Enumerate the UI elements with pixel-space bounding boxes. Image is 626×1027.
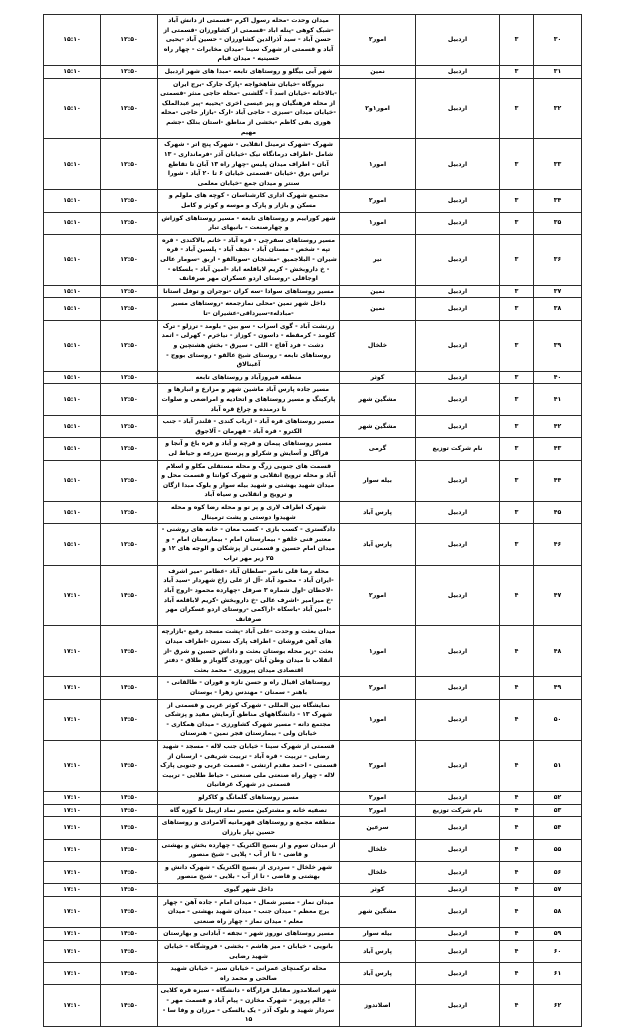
end-time-cell: ۱۵:۱۰ — [44, 384, 101, 416]
table-row — [44, 804, 582, 817]
row-index-cell: ۳۳ — [534, 139, 582, 190]
end-time-cell: ۱۷:۱۰ — [44, 896, 101, 928]
group-number-cell: ۴ — [500, 896, 534, 928]
start-time-cell: ۱۴:۵۰ — [101, 626, 158, 677]
city-cell: اردبیل — [416, 66, 500, 79]
group-number-cell: ۴ — [500, 963, 534, 985]
row-index-cell: ۳۴ — [534, 190, 582, 212]
city-cell: اردبیل — [416, 883, 500, 896]
start-time-cell: ۱۲:۵۰ — [101, 298, 158, 320]
start-time-cell: ۱۴:۵۰ — [101, 699, 158, 740]
zone-cell: امور۲ — [340, 15, 416, 66]
end-time-cell: ۱۷:۱۰ — [44, 792, 101, 805]
city-cell: اردبیل — [416, 524, 500, 565]
city-cell: اردبیل — [416, 384, 500, 416]
start-time-cell: ۱۲:۵۰ — [101, 438, 158, 460]
row-index-cell: ۴۴ — [534, 460, 582, 501]
affected-areas-cell: منطقه مجمع و روستاهای قهرمانیه آلامرادی و روستاهای حسین تپار بارزان — [158, 817, 340, 839]
start-time-cell: ۱۲:۵۰ — [101, 15, 158, 66]
affected-areas-cell: داخل شهر نمین -محلی نمازجمعه -روستاهای مسیر -مبادلهء-سیرداقی-عشیران -تا — [158, 298, 340, 320]
end-time-cell: ۱۵:۱۰ — [44, 234, 101, 285]
start-time-cell: ۱۲:۵۰ — [101, 502, 158, 524]
table-row — [44, 928, 582, 941]
row-index-cell: ۶۰ — [534, 941, 582, 963]
end-time-cell: ۱۵:۱۰ — [44, 212, 101, 234]
end-time-cell: ۱۷:۱۰ — [44, 883, 101, 896]
start-time-cell: ۱۲:۵۰ — [101, 320, 158, 371]
zone-cell: امور۲ — [340, 741, 416, 792]
table-row — [44, 139, 582, 190]
group-number-cell: ۴ — [500, 699, 534, 740]
start-time-cell: ۱۲:۵۰ — [101, 524, 158, 565]
start-time-cell: ۱۲:۵۰ — [101, 190, 158, 212]
city-cell: اردبیل — [416, 298, 500, 320]
zone-cell: امور۲ — [340, 565, 416, 626]
group-number-cell: ۴ — [500, 741, 534, 792]
group-number-cell: ۴ — [500, 626, 534, 677]
city-cell: اردبیل — [416, 792, 500, 805]
affected-areas-cell: میدان نماز - مسیر شمال - میدان امام - جاده آهن - چهار برج معظم - میدان جنب - میدان شهید بهشتی - میدان معلم - میدان نماز - چهار راه صنعتی — [158, 896, 340, 928]
group-number-cell: ۴ — [500, 839, 534, 861]
group-number-cell: ۳ — [500, 139, 534, 190]
row-index-cell: ۵۷ — [534, 883, 582, 896]
affected-areas-cell: شهر کوراییم و روستاهای تابعه - مسیر روستاهای کوزاش و چهارصنعت - بانیهای تبار — [158, 212, 340, 234]
row-index-cell: ۴۹ — [534, 677, 582, 699]
table-row — [44, 963, 582, 985]
affected-areas-cell: شهر اسلامدوز مقابل قرارگاه - دانشگاه - سبزه قره کلایی - عالم پرویز - شهرک مخازن - پیام آباد و قسمت مهر - سردار شهید و بلوک آذر - یک بالسکی - مرزان و وفا سا - ۱۵ — [158, 985, 340, 1026]
city-cell: اردبیل — [416, 985, 500, 1026]
end-time-cell: ۱۷:۱۰ — [44, 928, 101, 941]
row-index-cell: ۳۹ — [534, 320, 582, 371]
affected-areas-cell: روستاهای اقبال راه و حسن تازه و قوران - طالقانی - باهنر - سمنان - مهندس زهرا - بوستان — [158, 677, 340, 699]
affected-areas-cell: نیروگاه -خیابان شاهخواجه -پارک جارک -برج ایران -بالاخانه -خیابان اسد آ - گلشنی -محله حاجی منثر -قسمتی از محله فرهنگیان و پیر عیسی اخری -یحییه -پیر عبدالملک -خیابان میدان -سبزی - حاجی آباد -ارک -بازار حاجی -محله هوری بقی کاظم -بخشی از مناطق -استان بنلک -جشم مهیم — [158, 78, 340, 139]
city-cell: اردبیل — [416, 139, 500, 190]
start-time-cell: ۱۲:۵۰ — [101, 285, 158, 298]
start-time-cell: ۱۴:۵۰ — [101, 839, 158, 861]
table-body — [44, 15, 582, 1027]
table-row — [44, 190, 582, 212]
zone-cell: امور۱ — [340, 699, 416, 740]
city-cell: اردبیل — [416, 190, 500, 212]
zone-cell: سرعین — [340, 817, 416, 839]
city-cell: اردبیل — [416, 963, 500, 985]
affected-areas-cell: داخل شهر گیوی — [158, 883, 340, 896]
end-time-cell: ۱۷:۱۰ — [44, 741, 101, 792]
row-index-cell: ۴۸ — [534, 626, 582, 677]
start-time-cell: ۱۲:۵۰ — [101, 460, 158, 501]
affected-areas-cell: مجتمع شهرک اداری کارشناسان - کوچه های ملولم و مسکن و بازار و پارک و موسه و کوثر و کامل — [158, 190, 340, 212]
row-index-cell: ۴۶ — [534, 524, 582, 565]
end-time-cell: ۱۵:۱۰ — [44, 78, 101, 139]
affected-areas-cell: تصفیه خانه و مشترکین مسیر نماد ازبیل تا کوزه گاه — [158, 804, 340, 817]
end-time-cell: ۱۷:۱۰ — [44, 565, 101, 626]
table-row — [44, 985, 582, 1026]
zone-cell: نمین — [340, 285, 416, 298]
row-index-cell: ۴۰ — [534, 371, 582, 384]
city-cell: اردبیل — [416, 928, 500, 941]
zone-cell: کوثر — [340, 371, 416, 384]
city-cell: نام شرکت توزیع — [416, 804, 500, 817]
row-index-cell: ۶۱ — [534, 963, 582, 985]
group-number-cell: ۳ — [500, 384, 534, 416]
table-row — [44, 817, 582, 839]
group-number-cell: ۴ — [500, 941, 534, 963]
zone-cell: امور۱ — [340, 626, 416, 677]
row-index-cell: ۳۰ — [534, 15, 582, 66]
city-cell: اردبیل — [416, 941, 500, 963]
zone-cell: کوثر — [340, 883, 416, 896]
zone-cell: پارس آباد — [340, 502, 416, 524]
group-number-cell: ۳ — [500, 66, 534, 79]
affected-areas-cell: میدان وحدت -محله رسول اکرم -قسمتی از دانش آباد -شبک کوهی -پنله اباد -قسمتی از کشاورزان -قسمتی از حسن آباد - سید آذرالدین کشاورزان - حسین آباد -یحیی آباد و قسمتی از شهرک سینا -میدان مخابرات - چهار راه حسینیه - میدان قیام — [158, 15, 340, 66]
group-number-cell: ۳ — [500, 190, 534, 212]
city-cell: اردبیل — [416, 212, 500, 234]
affected-areas-cell: نمایشگاه بین المللی - شهرک کوثر غربی و قسمتی از شهرک ۱۳ - دانشگاههای مناطق آزمایش مفید و پزشکی مجتمع دانه - مسیر شهرک کشاورزی - میدان همکاری - خیابان ولی - بیمارستان فجر نمین - هنرستان — [158, 699, 340, 740]
table-row — [44, 861, 582, 883]
zone-cell: امور۱و۲ — [340, 78, 416, 139]
row-index-cell: ۳۶ — [534, 234, 582, 285]
end-time-cell: ۱۷:۱۰ — [44, 963, 101, 985]
start-time-cell: ۱۲:۵۰ — [101, 384, 158, 416]
city-cell: اردبیل — [416, 285, 500, 298]
group-number-cell: ۳ — [500, 234, 534, 285]
city-cell: اردبیل — [416, 741, 500, 792]
start-time-cell: ۱۲:۵۰ — [101, 139, 158, 190]
power-outage-schedule-table — [43, 14, 582, 1027]
zone-cell: خلخال — [340, 861, 416, 883]
start-time-cell: ۱۴:۵۰ — [101, 804, 158, 817]
city-cell: اردبیل — [416, 677, 500, 699]
end-time-cell: ۱۵:۱۰ — [44, 66, 101, 79]
affected-areas-cell: مسیر روستاهای نوروز شهر - نجفه - آبادانی و بهارستان — [158, 928, 340, 941]
end-time-cell: ۱۷:۱۰ — [44, 985, 101, 1026]
group-number-cell: ۴ — [500, 817, 534, 839]
table-row — [44, 78, 582, 139]
city-cell: اردبیل — [416, 861, 500, 883]
table-row — [44, 839, 582, 861]
end-time-cell: ۱۷:۱۰ — [44, 804, 101, 817]
row-index-cell: ۳۸ — [534, 298, 582, 320]
table-row — [44, 298, 582, 320]
table-row — [44, 741, 582, 792]
start-time-cell: ۱۴:۵۰ — [101, 928, 158, 941]
affected-areas-cell: مسیر جاده پارس آباد ماشین شهر و مزارع و انبارها و پارکینگ و مسیر روستاهای و اتحادیه و امراضعی و صلوات تا درمنده و چراغ قره آباد — [158, 384, 340, 416]
table-row — [44, 416, 582, 438]
group-number-cell: ۴ — [500, 792, 534, 805]
zone-cell: مشگین شهر — [340, 416, 416, 438]
start-time-cell: ۱۲:۵۰ — [101, 416, 158, 438]
end-time-cell: ۱۵:۱۰ — [44, 320, 101, 371]
zone-cell: امور۲ — [340, 190, 416, 212]
table-row — [44, 941, 582, 963]
table-row — [44, 384, 582, 416]
affected-areas-cell: زرنشت آباد - گوی اسراب - سو بین - بلومد - ترزلو - ترک کلومد - کرمقطه - داسون - کوزاز - نیاخرم - کهرلی - اتمد دشت - فرد آقاج - اللی - سیرق - بخش هشتچین و روستاهای تابعه - روستای شیخ عالقو - روستای بووج - آغبنالاق — [158, 320, 340, 371]
end-time-cell: ۱۵:۱۰ — [44, 139, 101, 190]
start-time-cell: ۱۴:۵۰ — [101, 941, 158, 963]
table-row — [44, 565, 582, 626]
zone-cell: پارس آباد — [340, 524, 416, 565]
zone-cell: پارس آباد — [340, 941, 416, 963]
row-index-cell: ۵۹ — [534, 928, 582, 941]
group-number-cell: ۳ — [500, 15, 534, 66]
group-number-cell: ۴ — [500, 861, 534, 883]
group-number-cell: ۳ — [500, 320, 534, 371]
city-cell: اردبیل — [416, 15, 500, 66]
city-cell: اردبیل — [416, 78, 500, 139]
zone-cell: امور۱ — [340, 212, 416, 234]
end-time-cell: ۱۵:۱۰ — [44, 15, 101, 66]
end-time-cell: ۱۷:۱۰ — [44, 941, 101, 963]
table-row — [44, 285, 582, 298]
row-index-cell: ۵۶ — [534, 861, 582, 883]
row-index-cell: ۶۲ — [534, 985, 582, 1026]
affected-areas-cell: دادگستری - کسب بازی - کسب معان - خانه های روشنی - معتبر فنی خلقو - بیمارستان امام - بیمارستان امام - و میدان امام حسین و قسمتی از پزشکان و الوجه های ۱۲ و ۲۵ زیر مهر تراب — [158, 524, 340, 565]
city-cell: اردبیل — [416, 839, 500, 861]
zone-cell: خلخال — [340, 839, 416, 861]
table-row — [44, 438, 582, 460]
row-index-cell: ۵۵ — [534, 839, 582, 861]
start-time-cell: ۱۴:۵۰ — [101, 963, 158, 985]
city-cell: اردبیل — [416, 565, 500, 626]
row-index-cell: ۵۰ — [534, 699, 582, 740]
affected-areas-cell: قسمت های جنوبی زرگ و محله مستقلی مکلو و اسلام آباد و محله ترویج انقلابی و شهرک کوانتا و قسمت محل و میدان شهید بهشتی و شهید بیله سوار و بلوک مبدا ازگان و ترویج و انقلابی و سیاه آباد — [158, 460, 340, 501]
table-row — [44, 626, 582, 677]
start-time-cell: ۱۴:۵۰ — [101, 861, 158, 883]
table-row — [44, 883, 582, 896]
affected-areas-cell: شهر خلخال - سردری از بسیج الکتریک - شهرک دانش و بهشتی و قاضی - تا از آب - بلایی - شیخ منصور — [158, 861, 340, 883]
zone-cell: مشگین شهر — [340, 384, 416, 416]
table-row — [44, 677, 582, 699]
zone-cell: گرمی — [340, 438, 416, 460]
affected-areas-cell: مسیر روستاهای گلمانگ و کاکرلو — [158, 792, 340, 805]
table-row — [44, 460, 582, 501]
zone-cell: امور۲ — [340, 677, 416, 699]
row-index-cell: ۴۵ — [534, 502, 582, 524]
group-number-cell: ۴ — [500, 985, 534, 1026]
group-number-cell: ۳ — [500, 502, 534, 524]
affected-areas-cell: منطقه فیروزآباد و روستاهای تابعه — [158, 371, 340, 384]
end-time-cell: ۱۷:۱۰ — [44, 677, 101, 699]
row-index-cell: ۵۴ — [534, 817, 582, 839]
end-time-cell: ۱۵:۱۰ — [44, 460, 101, 501]
zone-cell: نمین — [340, 298, 416, 320]
group-number-cell: ۳ — [500, 285, 534, 298]
end-time-cell: ۱۵:۱۰ — [44, 371, 101, 384]
start-time-cell: ۱۴:۵۰ — [101, 792, 158, 805]
start-time-cell: ۱۴:۵۰ — [101, 817, 158, 839]
zone-cell: خلخال — [340, 320, 416, 371]
zone-cell: مشگین شهر — [340, 896, 416, 928]
city-cell: اردبیل — [416, 699, 500, 740]
row-index-cell: ۳۵ — [534, 212, 582, 234]
group-number-cell: ۴ — [500, 928, 534, 941]
start-time-cell: ۱۲:۵۰ — [101, 371, 158, 384]
row-index-cell: ۵۸ — [534, 896, 582, 928]
table-row — [44, 320, 582, 371]
group-number-cell: ۳ — [500, 212, 534, 234]
affected-areas-cell: قسمتی از شهرک سینا - خیابان جنب لاله - مسجد - شهید رضایی - تربیت - قره آباد - تربیت شریفی - ارسنان از قسمتی - احمد مقدم ارتشی - قسمت غربی و جنوبی پارک لاله - چهار راه صنعتی ملی صنعتی - حیاط طلایی - تربیت قسمتی در شهرک غرفانیان — [158, 741, 340, 792]
group-number-cell: ۴ — [500, 883, 534, 896]
start-time-cell: ۱۲:۵۰ — [101, 78, 158, 139]
row-index-cell: ۵۱ — [534, 741, 582, 792]
zone-cell: پارس آباد — [340, 963, 416, 985]
affected-areas-cell: مسیر روستاهای سفرچی - قره آباد - خانم بالاکندی - قره تپه - شخص - مستان آباد - نجف آباد - پلسین آباد - قره شیران - البلاجمیق -مشنجان -سونالقو - اربق -سومار عالی - خ داروبخش - کریم لاباقلعه اباد -امین آباد - بلسکاه - اوجاقلی -روستای اردو عسکران مهر صرفانف — [158, 234, 340, 285]
end-time-cell: ۱۵:۱۰ — [44, 416, 101, 438]
row-index-cell: ۴۱ — [534, 384, 582, 416]
table-row — [44, 66, 582, 79]
start-time-cell: ۱۴:۵۰ — [101, 741, 158, 792]
group-number-cell: ۳ — [500, 416, 534, 438]
affected-areas-cell: محله رضا قلی ناصر -سلطان آباد -عطامر -میر اشرف -ایران آباد - محمود آباد -آل از علی زاخ شهردار -سید آباد -لاحطان -اول شماره ۳ صرفل -چهارده محمود -اروج آباد -خ میرامیر -اشرف عالی -خ داروبخش -کریم لاباقلعه آباد -امین آباد -باسکاه -اراکمی -روستای اردو عسکران مهر صرفانف — [158, 565, 340, 626]
group-number-cell: ۳ — [500, 524, 534, 565]
row-index-cell: ۵۳ — [534, 804, 582, 817]
end-time-cell: ۱۵:۱۰ — [44, 190, 101, 212]
end-time-cell: ۱۷:۱۰ — [44, 861, 101, 883]
city-cell: اردبیل — [416, 416, 500, 438]
group-number-cell: ۳ — [500, 460, 534, 501]
affected-areas-cell: مسیر روستاهای قره آباد - ارباب کندی - قلندر آباد - جنب الکترو - قره آباد - قهرمان - آلاجوق — [158, 416, 340, 438]
affected-areas-cell: شهر آبی بیگلو و روستاهای تابعه -مبدا های شهر اردبیل — [158, 66, 340, 79]
zone-cell: بیله سوار — [340, 928, 416, 941]
row-index-cell: ۴۲ — [534, 416, 582, 438]
city-cell: اردبیل — [416, 320, 500, 371]
start-time-cell: ۱۲:۵۰ — [101, 66, 158, 79]
row-index-cell: ۳۲ — [534, 78, 582, 139]
row-index-cell: ۴۳ — [534, 438, 582, 460]
affected-areas-cell: شهرک -شهرک ترمینل انقلابی - شهرک پنج اتر - شهرک شامل -اطراف درمانگاه نیک -خیابان آذر -فرمانداری - ۱۳ آبان - اطراف میدان پلیس -چهار راه ۱۳ آبان تا تقاطع تراس برق -خیابان -قسمتی خیابان ۶ تا ۲۰ آباد - شورا سنتر و میدان جمع -خیابان معلمی — [158, 139, 340, 190]
end-time-cell: ۱۵:۱۰ — [44, 502, 101, 524]
city-cell: نام شرکت توزیع — [416, 438, 500, 460]
city-cell: اردبیل — [416, 896, 500, 928]
affected-areas-cell: مسیر روستاهای پیمان و قرچه و آباد و قره باغ و آنجا و قراگل و آسایش و شکرلو و پرسنج مزرعه و حیاط لی — [158, 438, 340, 460]
table-row — [44, 524, 582, 565]
affected-areas-cell: شهرک اطراف لاری و پر تو و محله رضا کوه و محله شهیدوا دوستی و پشت ترمینال — [158, 502, 340, 524]
start-time-cell: ۱۴:۵۰ — [101, 565, 158, 626]
start-time-cell: ۱۲:۵۰ — [101, 234, 158, 285]
start-time-cell: ۱۴:۵۰ — [101, 985, 158, 1026]
row-index-cell: ۳۱ — [534, 66, 582, 79]
table-row — [44, 371, 582, 384]
end-time-cell: ۱۷:۱۰ — [44, 699, 101, 740]
city-cell: اردبیل — [416, 234, 500, 285]
end-time-cell: ۱۵:۱۰ — [44, 438, 101, 460]
table-row — [44, 699, 582, 740]
table-row — [44, 15, 582, 66]
table-row — [44, 212, 582, 234]
end-time-cell: ۱۵:۱۰ — [44, 524, 101, 565]
start-time-cell: ۱۲:۵۰ — [101, 212, 158, 234]
affected-areas-cell: محله ترکمنچای عمرانی - خیابان سبز - خیابان شهید صالحی و محمد راه — [158, 963, 340, 985]
zone-cell: بیله سوار — [340, 460, 416, 501]
end-time-cell: ۱۷:۱۰ — [44, 839, 101, 861]
zone-cell: امور۲ — [340, 792, 416, 805]
city-cell: اردبیل — [416, 817, 500, 839]
group-number-cell: ۳ — [500, 438, 534, 460]
end-time-cell: ۱۷:۱۰ — [44, 626, 101, 677]
group-number-cell: ۴ — [500, 677, 534, 699]
city-cell: اردبیل — [416, 626, 500, 677]
start-time-cell: ۱۴:۵۰ — [101, 677, 158, 699]
row-index-cell: ۵۲ — [534, 792, 582, 805]
zone-cell: امور۱ — [340, 139, 416, 190]
table-row — [44, 234, 582, 285]
row-index-cell: ۴۷ — [534, 565, 582, 626]
group-number-cell: ۳ — [500, 298, 534, 320]
end-time-cell: ۱۵:۱۰ — [44, 298, 101, 320]
city-cell: اردبیل — [416, 371, 500, 384]
affected-areas-cell: بانویی - خیابان - میر هاشم - بخشی - فروشگاه - خیابان شهید رضایی — [158, 941, 340, 963]
group-number-cell: ۳ — [500, 371, 534, 384]
start-time-cell: ۱۴:۵۰ — [101, 883, 158, 896]
city-cell: اردبیل — [416, 502, 500, 524]
table-row — [44, 896, 582, 928]
end-time-cell: ۱۵:۱۰ — [44, 285, 101, 298]
group-number-cell: ۴ — [500, 804, 534, 817]
zone-cell: نمین — [340, 66, 416, 79]
city-cell: اردبیل — [416, 460, 500, 501]
zone-cell: اصلاندوز — [340, 985, 416, 1026]
affected-areas-cell: میدان بعثت و وحدت -علی آباد -پشت مسجد رفیع -بازارچه های آهن فروشان - اطراف پارک نسترن -اطراف میدان بعثت -زیر محله بوستان بعثت و داداش حسین و شرق -از انقلاب تا میدان وطن آبان -ورودی گلوباز و طلاق - دفتر اقتصادی میدان پیروزی - محمد بعثت — [158, 626, 340, 677]
table-row — [44, 502, 582, 524]
zone-cell: امور۲ — [340, 804, 416, 817]
table-row — [44, 792, 582, 805]
zone-cell: نیر — [340, 234, 416, 285]
affected-areas-cell: مسیر روستاهای سوادا -سه کران -نوجران و توفل استانا — [158, 285, 340, 298]
end-time-cell: ۱۷:۱۰ — [44, 817, 101, 839]
affected-areas-cell: از میدان سوم و از بسیج الکتریک - چهارده بخش و بهشتی و قاضی - تا از آب - پلایی - شیخ منصور — [158, 839, 340, 861]
group-number-cell: ۴ — [500, 565, 534, 626]
group-number-cell: ۳ — [500, 78, 534, 139]
start-time-cell: ۱۴:۵۰ — [101, 896, 158, 928]
row-index-cell: ۳۷ — [534, 285, 582, 298]
